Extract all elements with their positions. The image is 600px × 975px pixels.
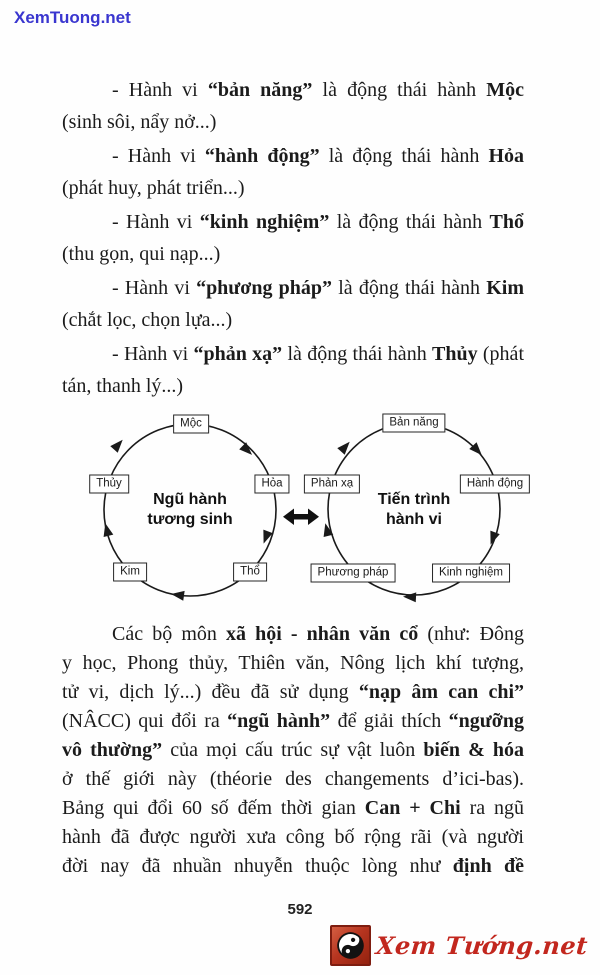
site-logo[interactable]	[330, 922, 588, 968]
page-number: 592	[287, 901, 313, 918]
text-line: Các bộ môn xã hội - nhân văn cổ (như: Đông	[112, 623, 525, 645]
double-arrow-icon	[283, 509, 319, 526]
cycle-node: Phản xạ	[304, 475, 360, 494]
bullet-item	[62, 140, 524, 204]
cycle-node: Hành động	[460, 475, 530, 494]
main-paragraph	[62, 620, 524, 881]
left-cycle-title-line2: tương sinh	[147, 511, 233, 528]
text-line: Bảng qui đổi 60 số đếm thời gian Can + Chi ra ngũ	[62, 797, 524, 819]
cycle-node: Phương pháp	[311, 564, 396, 583]
right-cycle-title	[378, 490, 451, 530]
text-line: tử vi, dịch lý...) đều đã sử dụng “nạp âm can chi”	[62, 681, 525, 703]
text-line: (NÂCC) qui đổi ra “ngũ hành” để giải thích “ngưỡng	[62, 710, 524, 732]
text-line: đời nay đã nhuần nhuyễn thuộc lòng như định đề	[62, 855, 524, 877]
text-line: hành đã được người xưa công bố rộng rãi (và người	[62, 826, 524, 848]
text-line: (chắt lọc, chọn lựa...)	[62, 309, 233, 331]
left-cycle-title	[147, 490, 232, 530]
text-line: - Hành vi “kinh nghiệm” là động thái hành Thổ	[112, 211, 525, 233]
text-line: vô thường” của mọi cấu trúc sự vật luôn biến & hóa	[62, 739, 524, 761]
text-line: - Hành vi “phương pháp” là động thái hành Kim	[112, 277, 524, 299]
cycle-node: Thổ	[233, 563, 267, 582]
right-cycle-title-line1: Tiến trình	[377, 491, 451, 508]
cycle-node: Kim	[113, 563, 147, 582]
cycle-wires	[0, 400, 600, 625]
text-line: tán, thanh lý...)	[62, 375, 184, 397]
bullet-item	[62, 338, 524, 402]
yin-yang-icon	[330, 925, 371, 966]
cycle-node: Bản năng	[382, 414, 445, 433]
cycle-node: Thủy	[89, 475, 129, 494]
cycle-node: Hỏa	[254, 475, 289, 494]
text-line: (sinh sôi, nẩy nở...)	[62, 111, 217, 133]
text-line: - Hành vi “bản năng” là động thái hành Mộc	[112, 79, 524, 101]
cycle-node: Mộc	[173, 415, 209, 434]
text-line: (phát huy, phát triển...)	[62, 177, 245, 199]
text-line: ở thế giới này (théorie des changements d’ici-bas).	[62, 768, 524, 790]
text-line: - Hành vi “phản xạ” là động thái hành Thủy (phát	[112, 343, 524, 365]
bullet-item	[62, 272, 524, 336]
text-line: - Hành vi “hành động” là động thái hành Hỏa	[112, 145, 524, 167]
bullet-list	[62, 74, 524, 404]
left-cycle-title-line1: Ngũ hành	[153, 491, 227, 508]
bullet-item	[62, 74, 524, 138]
cycle-diagram	[0, 400, 600, 625]
cycle-node: Kinh nghiệm	[432, 564, 510, 583]
right-cycle-title-line2: hành vi	[385, 511, 442, 528]
watermark-link[interactable]: XemTuong.net	[14, 8, 131, 27]
text-line: y học, Phong thủy, Thiên văn, Nông lịch khí tượng,	[62, 652, 524, 674]
bullet-item	[62, 206, 524, 270]
text-line: (thu gọn, qui nạp...)	[62, 243, 221, 265]
logo-text: Xem Tướng.net	[374, 930, 590, 960]
